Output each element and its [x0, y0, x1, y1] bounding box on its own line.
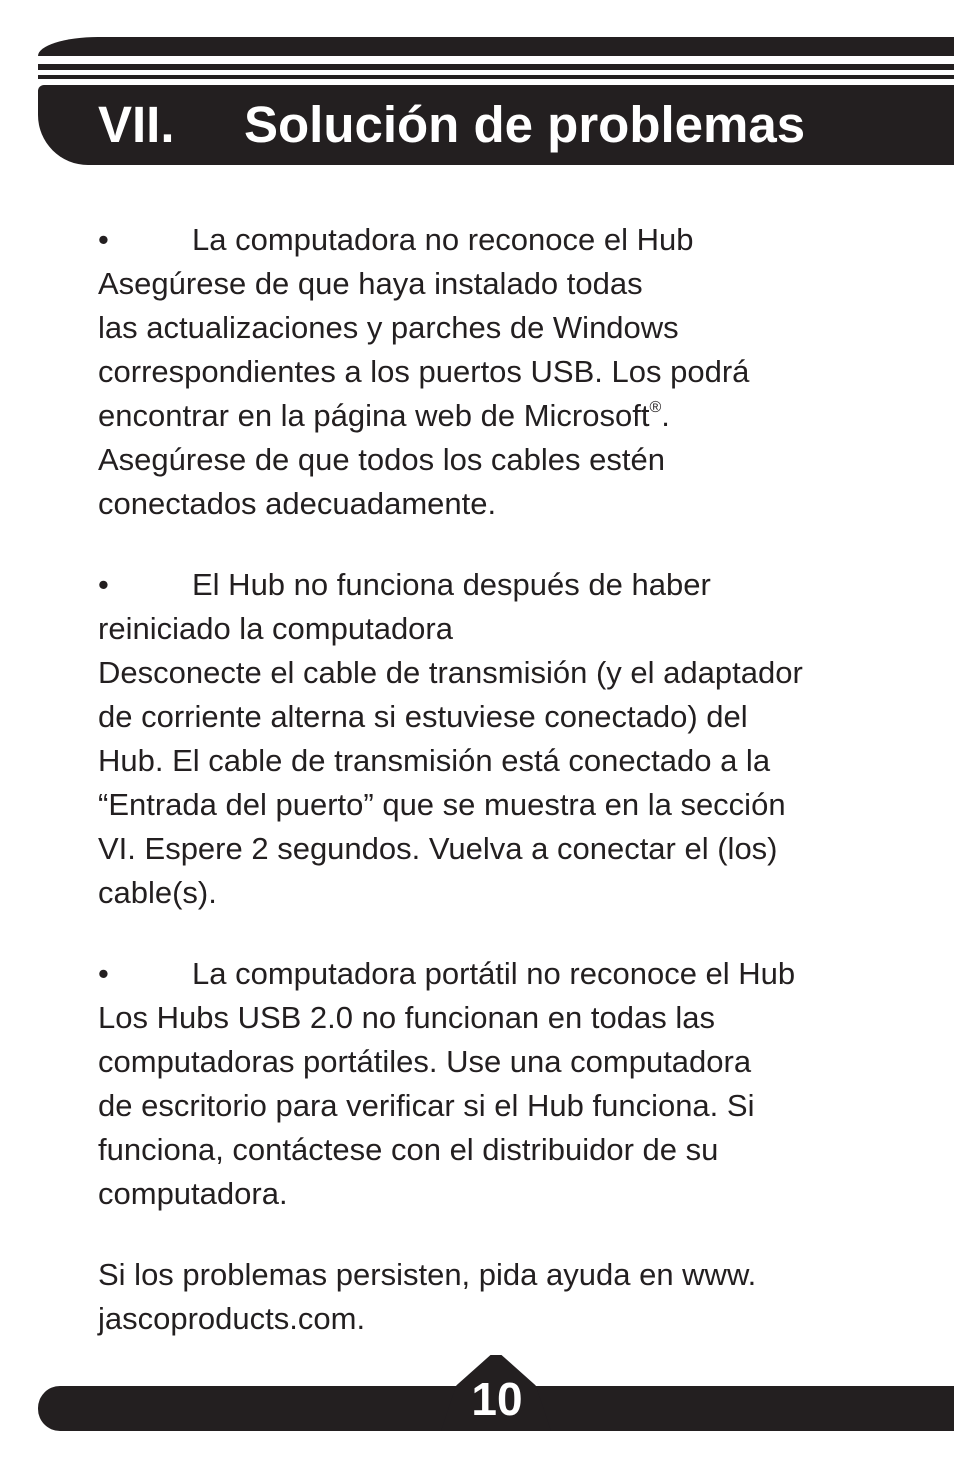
- page-number: 10: [471, 1373, 523, 1425]
- issue-heading: [98, 952, 918, 996]
- closing-paragraph: [98, 1253, 918, 1341]
- issue-block: [98, 952, 918, 1216]
- body-line: [98, 394, 918, 438]
- bullet-icon: •: [98, 567, 109, 602]
- closing-line: jascoproducts.com.: [98, 1301, 366, 1336]
- body-line: cable(s).: [98, 875, 217, 910]
- issue-heading-text: El Hub no funciona después de haber: [192, 567, 711, 602]
- body-line: de corriente alterna si estuviese conectado) del: [98, 699, 748, 734]
- header-top-bar: [38, 37, 954, 56]
- registered-mark: ®: [649, 399, 662, 416]
- body-line: correspondientes a los puertos USB. Los podrá: [98, 354, 750, 389]
- section-number: VII.: [98, 96, 175, 153]
- closing-line: Si los problemas persisten, pida ayuda en www.: [98, 1257, 757, 1292]
- body-line: de escritorio para verificar si el Hub funciona. Si: [98, 1088, 755, 1123]
- page-title: Solución de problemas: [244, 96, 806, 153]
- page-content: [98, 218, 918, 1378]
- body-line: las actualizaciones y parches de Windows: [98, 310, 679, 345]
- body-line: computadora.: [98, 1176, 288, 1211]
- issue-heading: [98, 218, 918, 262]
- body-line: Asegúrese de que todos los cables estén: [98, 442, 665, 477]
- body-line-text: encontrar en la página web de Microsoft: [98, 398, 650, 433]
- body-line: conectados adecuadamente.: [98, 486, 497, 521]
- issue-block: [98, 218, 918, 526]
- issue-heading-continuation: reiniciado la computadora: [98, 611, 453, 646]
- issue-block: [98, 563, 918, 915]
- body-line: “Entrada del puerto” que se muestra en la sección: [98, 787, 786, 822]
- bullet-icon: •: [98, 222, 109, 257]
- body-line: computadoras portátiles. Use una computadora: [98, 1044, 752, 1079]
- header-rule: [38, 75, 954, 79]
- body-line: Los Hubs USB 2.0 no funcionan en todas las: [98, 1000, 715, 1035]
- issue-heading-text: La computadora portátil no reconoce el Hub: [192, 956, 796, 991]
- issue-heading-text: La computadora no reconoce el Hub: [192, 222, 694, 257]
- bullet-icon: •: [98, 956, 109, 991]
- header-rule: [38, 64, 954, 70]
- body-line: VI. Espere 2 segundos. Vuelva a conectar el (los): [98, 831, 778, 866]
- body-line: funciona, contáctese con el distribuidor de su: [98, 1132, 719, 1167]
- body-line-suffix: .: [661, 398, 670, 433]
- body-line: Desconecte el cable de transmisión (y el adaptador: [98, 655, 803, 690]
- body-line: Hub. El cable de transmisión está conectado a la: [98, 743, 771, 778]
- body-line: Asegúrese de que haya instalado todas: [98, 266, 643, 301]
- issue-heading: [98, 563, 918, 607]
